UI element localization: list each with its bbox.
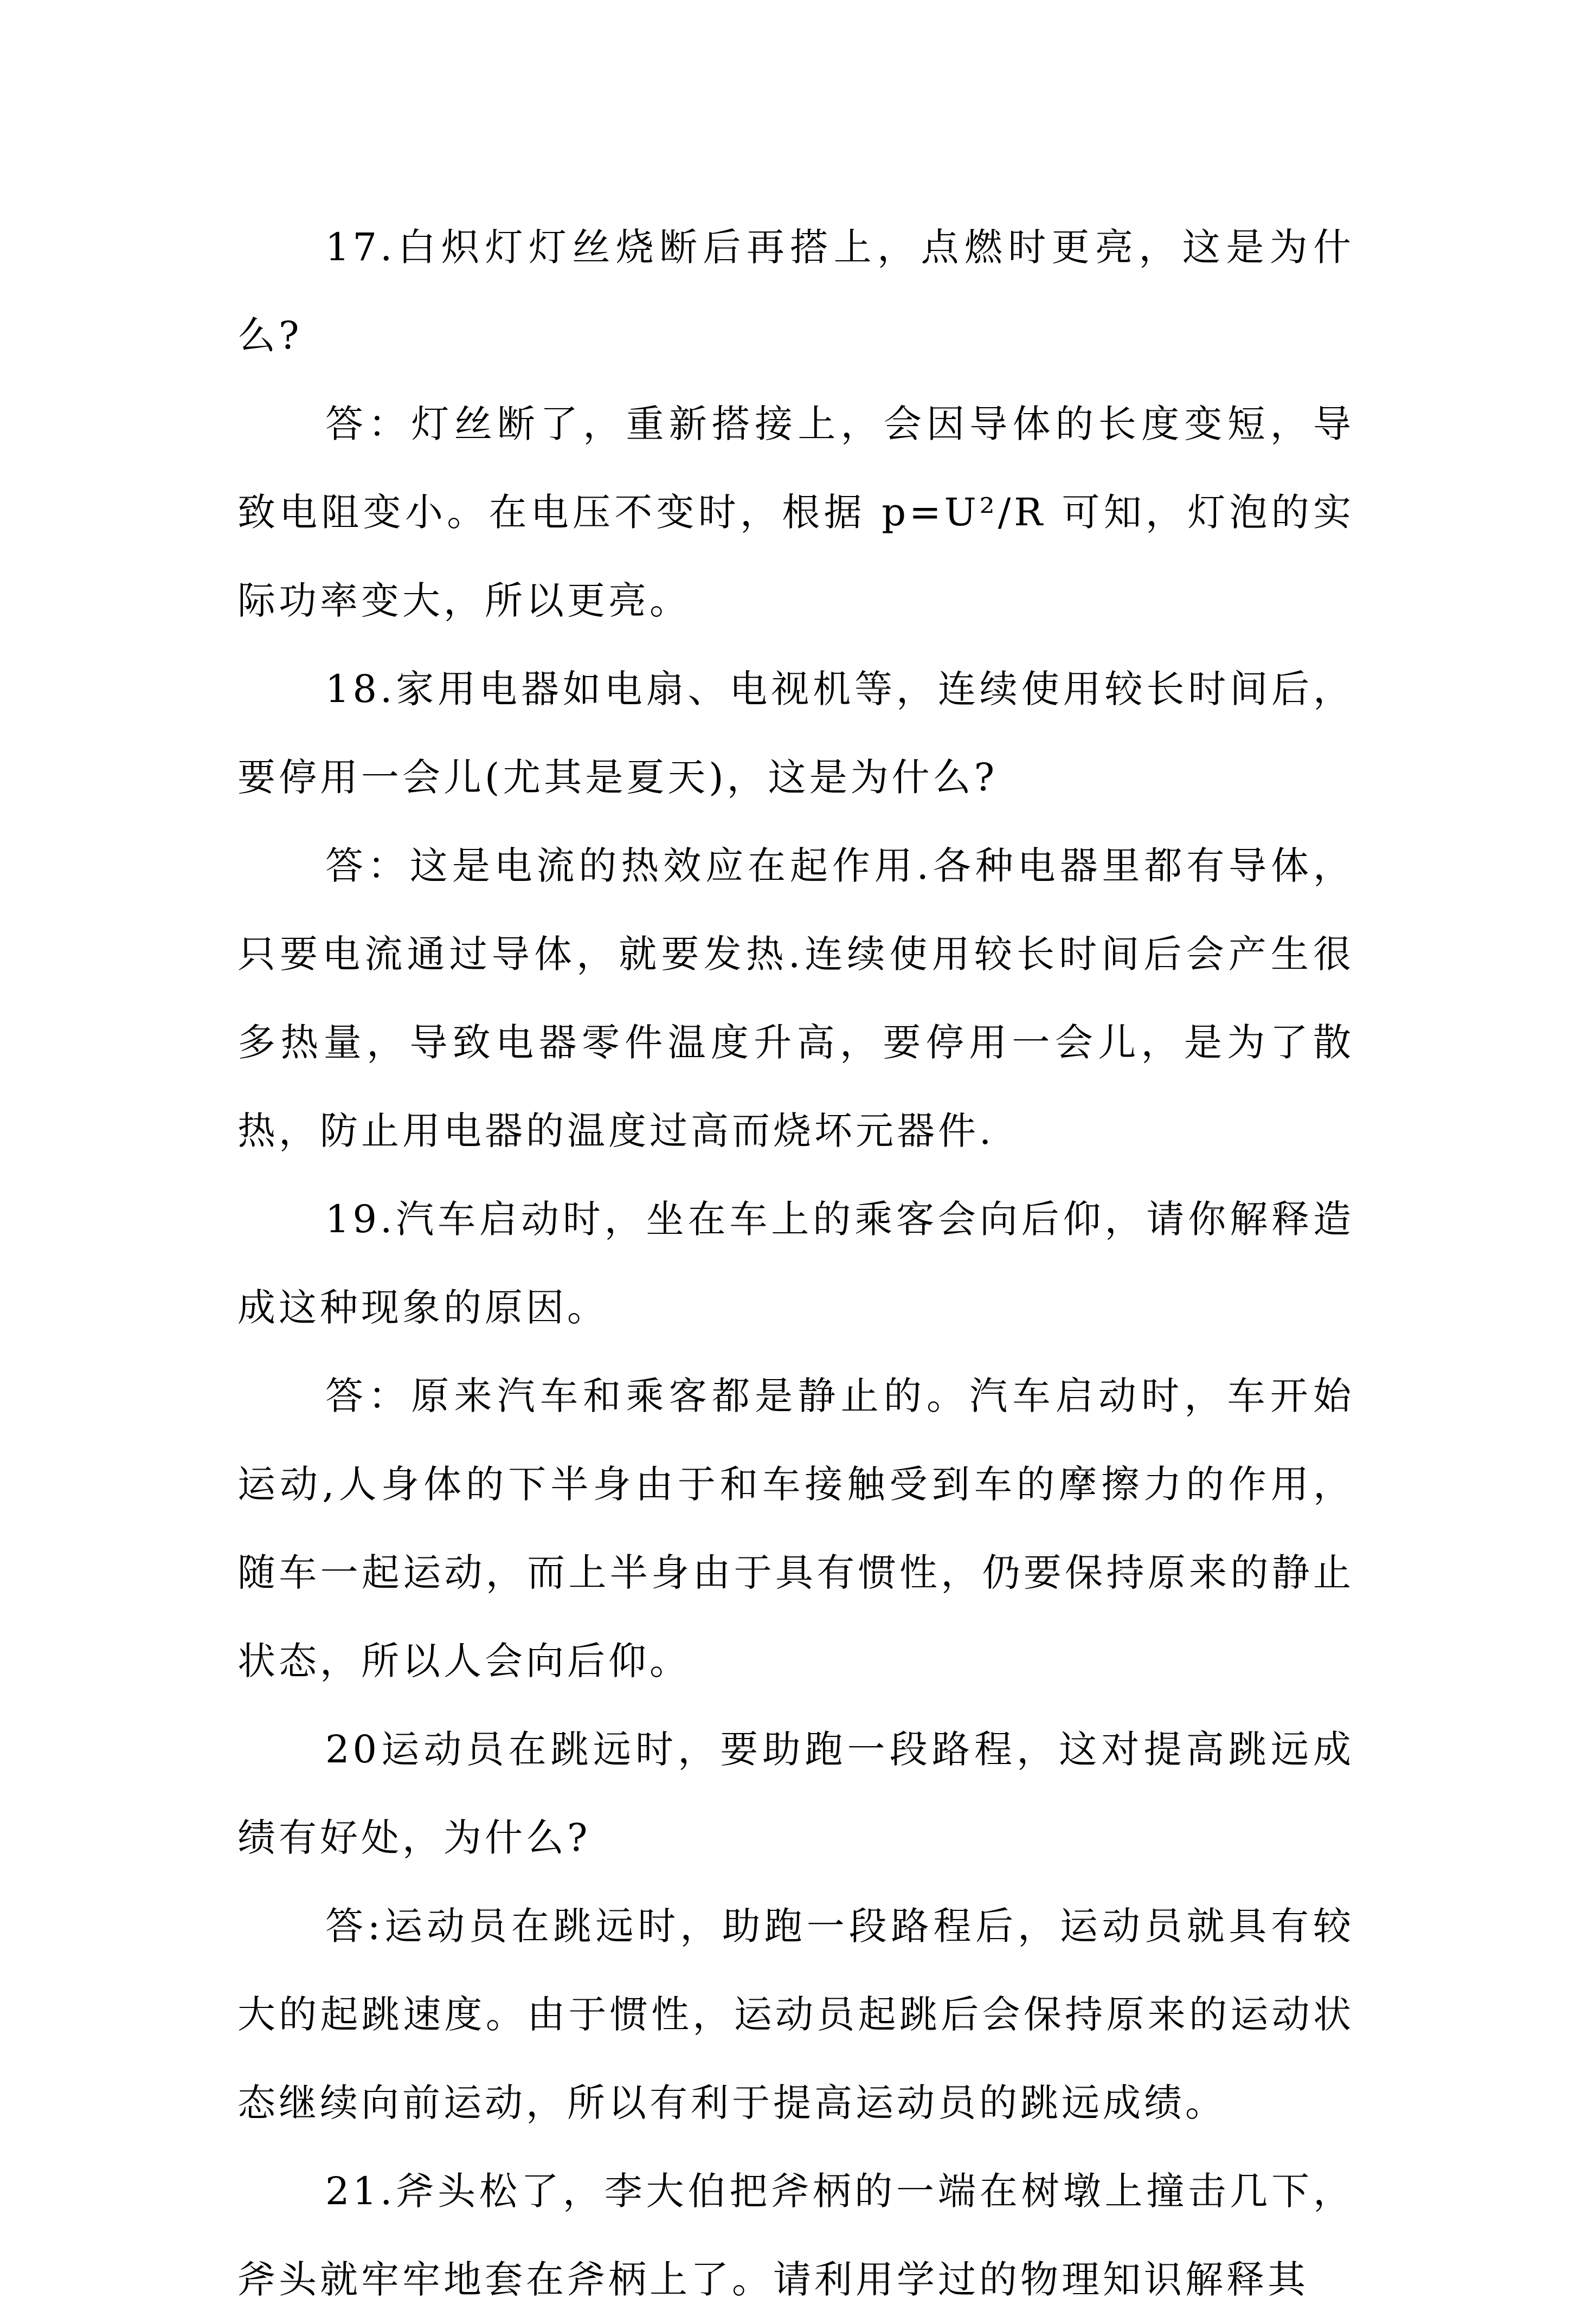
document-body [237, 203, 1354, 2324]
question-18: 18.家用电器如电扇、电视机等，连续使用较长时间后，要停用一会儿(尤其是夏天)，这是为什么? [237, 667, 1354, 800]
question-19: 19.汽车启动时，坐在车上的乘客会向后仰，请你解释造成这种现象的原因。 [237, 1197, 1354, 1330]
question-21: 21.斧头松了，李大伯把斧柄的一端在树墩上撞击几下，斧头就牢牢地套在斧柄上了。请利用学过的物理知识解释其 [237, 2169, 1354, 2302]
answer-19: 答：原来汽车和乘客都是静止的。汽车启动时，车开始运动,人身体的下半身由于和车接触受到车的摩擦力的作用，随车一起运动，而上半身由于具有惯性，仍要保持原来的静止状态，所以人会向后仰。 [237, 1374, 1354, 1683]
answer-20: 答:运动员在跳远时，助跑一段路程后，运动员就具有较大的起跳速度。由于惯性，运动员起跳后会保持原来的运动状态继续向前运动，所以有利于提高运动员的跳远成绩。 [237, 1904, 1354, 2125]
answer-17: 答：灯丝断了，重新搭接上，会因导体的长度变短，导致电阻变小。在电压不变时，根据 p=U²/R 可知，灯泡的实际功率变大，所以更亮。 [237, 402, 1354, 623]
question-17: 17.白炽灯灯丝烧断后再搭上，点燃时更亮，这是为什么? [237, 225, 1354, 358]
question-20: 20运动员在跳远时，要助跑一段路程，这对提高跳远成绩有好处，为什么? [237, 1727, 1354, 1860]
answer-18: 答：这是电流的热效应在起作用.各种电器里都有导体，只要电流通过导体，就要发热.连续使用较长时间后会产生很多热量，导致电器零件温度升高，要停用一会儿，是为了散热，防止用电器的温度过高而烧坏元器件. [237, 844, 1354, 1153]
